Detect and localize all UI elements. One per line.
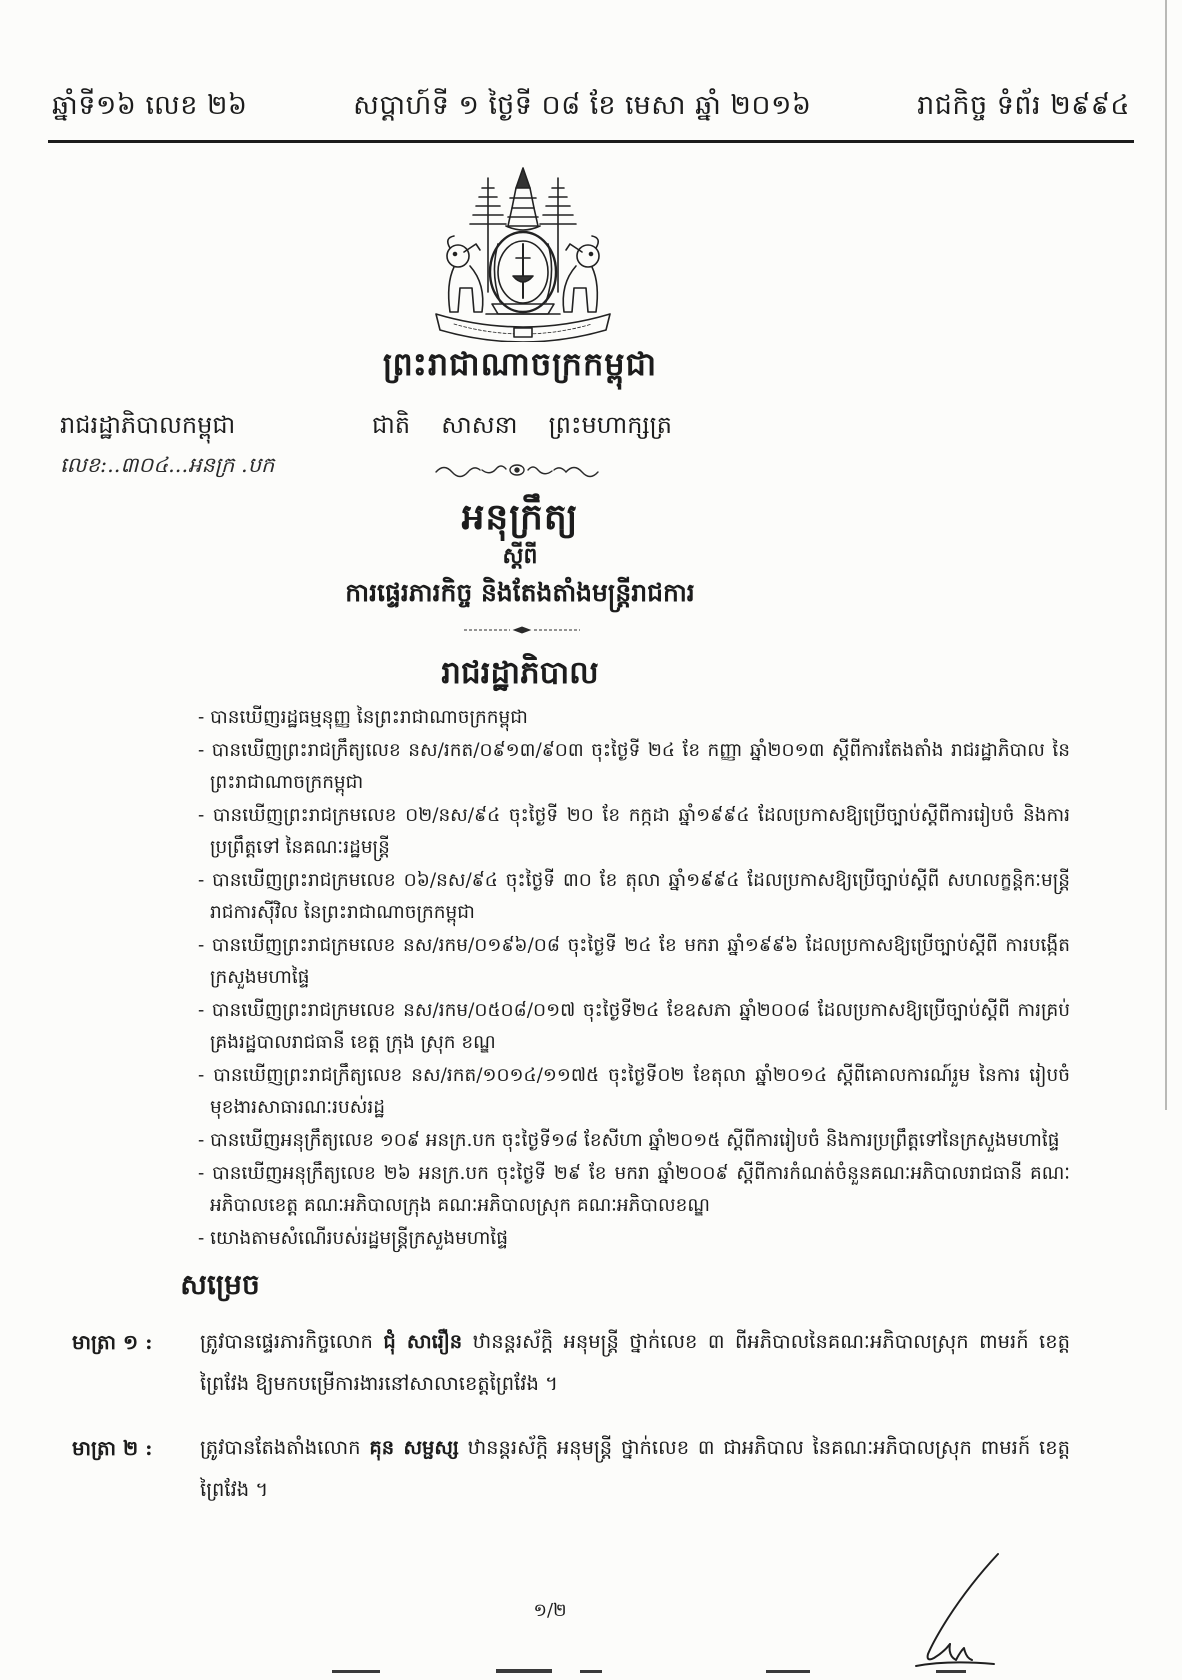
preamble-item: - បានឃើញអនុក្រឹត្យលេខ ១០៩ អនក្រ.បក ចុះថ្ងៃទី១៨ ខែសីហា ឆ្នាំ២០១៥ ស្តីពីការរៀបចំ និងការប្រព្រឹត្តទៅនៃក្រសួងមហាផ្ទៃ bbox=[198, 1130, 1060, 1151]
scan-edge-line bbox=[1165, 0, 1167, 1110]
central-shield bbox=[490, 232, 556, 312]
preamble-item: - យោងតាមសំណើរបស់រដ្ឋមន្ត្រីក្រសួងមហាផ្ទៃ bbox=[198, 1228, 508, 1249]
articles bbox=[72, 1321, 1070, 1511]
decorative-ornament-icon bbox=[432, 460, 602, 480]
right-parasol bbox=[540, 178, 576, 292]
document-body bbox=[72, 702, 1071, 1533]
document-type: អនុក្រឹត្យ bbox=[461, 496, 579, 538]
kingdom-title: ព្រះរាជាណាចក្រកម្ពុជា bbox=[382, 345, 658, 383]
issuing-authority: រាជរដ្ឋាភិបាលកម្ពុជា bbox=[60, 411, 236, 439]
article-text bbox=[200, 1321, 1070, 1405]
article-text-after: ឋានន្តរស័ក្តិ អនុមន្ត្រី ថ្នាក់លេខ ៣ ពីអភិបាលនៃគណៈអភិបាលស្រុក ពាមរក៍ ខេត្តព្រៃវែង ឱ្យមកបម្រើការងារនៅសាលាខេត្តព្រៃវែង ។ bbox=[200, 1330, 1071, 1395]
motto-religion: សាសនា bbox=[441, 411, 518, 439]
divider-ornament-icon bbox=[462, 626, 582, 634]
national-motto bbox=[372, 410, 672, 445]
preamble-item: - បានឃើញព្រះរាជក្រមលេខ នស/រកម/០១៩៦/០៨ ចុះថ្ងៃទី ២៤ ខែ មករា ឆ្នាំ១៩៩៦ ដែលប្រកាសឱ្យប្រើច្បាប់ស្តីពី ការបង្កើតក្រសួងមហាផ្ទៃ bbox=[198, 935, 1070, 988]
royal-coat-of-arms-icon bbox=[428, 164, 618, 342]
left-parasol bbox=[470, 178, 506, 292]
motto-king: ព្រះមហាក្សត្រ bbox=[548, 411, 672, 439]
article-1 bbox=[72, 1321, 1070, 1405]
right-lion bbox=[563, 236, 599, 312]
person-name: គុន សម្ផស្ស bbox=[369, 1436, 459, 1459]
government-heading: រាជរដ្ឋាភិបាល bbox=[441, 655, 599, 691]
person-name: ជុំ សារឿន bbox=[383, 1330, 463, 1353]
article-2 bbox=[72, 1427, 1070, 1511]
article-text-after: ឋានន្តរស័ក្តិ អនុមន្ត្រី ថ្នាក់លេខ ៣ ជាអភិបាល នៃគណៈអភិបាលស្រុក ពាមរក៍ ខេត្តព្រៃវែង ។ bbox=[200, 1436, 1070, 1501]
preamble-list bbox=[198, 702, 1070, 1255]
motto-nation: ជាតិ bbox=[372, 411, 411, 439]
preamble-item: - បានឃើញរដ្ឋធម្មនុញ្ញ នៃព្រះរាជាណាចក្រកម្ពុជា bbox=[198, 707, 528, 728]
decision-heading: សម្រេច bbox=[180, 1268, 260, 1301]
article-label: មាត្រា ២ : bbox=[72, 1436, 153, 1460]
gazette-date: សប្តាហ៍ទី ១ ថ្ងៃទី ០៨ ខែ មេសា ឆ្នាំ ២០១៦ bbox=[353, 89, 812, 121]
preamble-item: - បានឃើញព្រះរាជក្រឹត្យលេខ នស/រកត/១០១៤/១១៧៥ ចុះថ្ងៃទី០២ ខែតុលា ឆ្នាំ២០១៤ ស្តីពីគោលការណ៍រួម នៃការ រៀបចំមុខងារសាធារណៈរបស់រដ្ឋ bbox=[198, 1065, 1070, 1118]
preamble-item: - បានឃើញព្រះរាជក្រឹត្យលេខ នស/រកត/០៩១៣/៩០៣ ចុះថ្ងៃទី ២៤ ខែ កញ្ញា ឆ្នាំ២០១៣ ស្តីពីការតែងតាំង រាជរដ្ឋាភិបាល នៃព្រះរាជាណាចក្រកម្ពុជា bbox=[198, 740, 1070, 793]
document-on-label: ស្តីពី bbox=[502, 543, 538, 569]
article-text-before: ត្រូវបានតែងតាំងលោក bbox=[200, 1436, 370, 1459]
preamble-item: - បានឃើញព្រះរាជក្រមលេខ ០២/នស/៩៤ ចុះថ្ងៃទី ២០ ខែ កក្កដា ឆ្នាំ១៩៩៤ ដែលប្រកាសឱ្យប្រើច្បាប់ស្តីពីការរៀបចំ និងការប្រព្រឹត្តទៅ នៃគណៈរដ្ឋមន្ត្រី bbox=[198, 805, 1070, 858]
document-subject: ការផ្ទេរភារកិច្ច និងតែងតាំងមន្ត្រីរាជការ bbox=[345, 578, 695, 607]
reference-number: លេខ:..៣០៤...អនក្រ .បក bbox=[60, 453, 275, 477]
signature-icon bbox=[898, 1548, 1010, 1672]
crown-spire bbox=[506, 168, 540, 230]
preamble-item: - បានឃើញអនុក្រឹត្យលេខ ២៦ អនក្រ.បក ចុះថ្ងៃទី ២៩ ខែ មករា ឆ្នាំ២០០៩ ស្តីពីការកំណត់ចំនួនគណៈអភិបាលរាជធានី គណៈអភិបាលខេត្ត គណៈអភិបាលក្រុង គណៈអភិបាលស្រុក គណៈអភិបាលខណ្ឌ bbox=[198, 1163, 1070, 1216]
scan-bottom-marks bbox=[0, 1662, 1182, 1680]
article-text-before: ត្រូវបានផ្ទេរភារកិច្ចលោក bbox=[200, 1330, 384, 1353]
gazette-page-ref: រាជកិច្ច ទំព័រ ២៩៩៤ bbox=[917, 89, 1130, 121]
page-number: ១/២ bbox=[533, 1600, 567, 1621]
gazette-header bbox=[52, 84, 1130, 132]
emblem-banner bbox=[436, 314, 610, 342]
article-text bbox=[200, 1427, 1070, 1511]
gazette-issue: ឆ្នាំទី១៦ លេខ ២៦ bbox=[52, 89, 248, 121]
article-label: មាត្រា ១ : bbox=[72, 1330, 153, 1354]
preamble-item: - បានឃើញព្រះរាជក្រមលេខ ០៦/នស/៩៤ ចុះថ្ងៃទី ៣០ ខែ តុលា ឆ្នាំ១៩៩៤ ដែលប្រកាសឱ្យប្រើច្បាប់ស្តីពី សហលក្ខន្តិកៈមន្ត្រីរាជការស៊ីវិល នៃព្រះរាជាណាចក្រកម្ពុជា bbox=[198, 870, 1070, 923]
header-rule bbox=[48, 140, 1134, 143]
preamble-item: - បានឃើញព្រះរាជក្រមលេខ នស/រកម/០៥០៨/០១៧ ចុះថ្ងៃទី២៤ ខែឧសភា ឆ្នាំ២០០៨ ដែលប្រកាសឱ្យប្រើច្បាប់ស្តីពី ការគ្រប់គ្រងរដ្ឋបាលរាជធានី ខេត្ត ក្រុង ស្រុក ខណ្ឌ bbox=[198, 1000, 1070, 1053]
left-lion bbox=[447, 236, 483, 312]
